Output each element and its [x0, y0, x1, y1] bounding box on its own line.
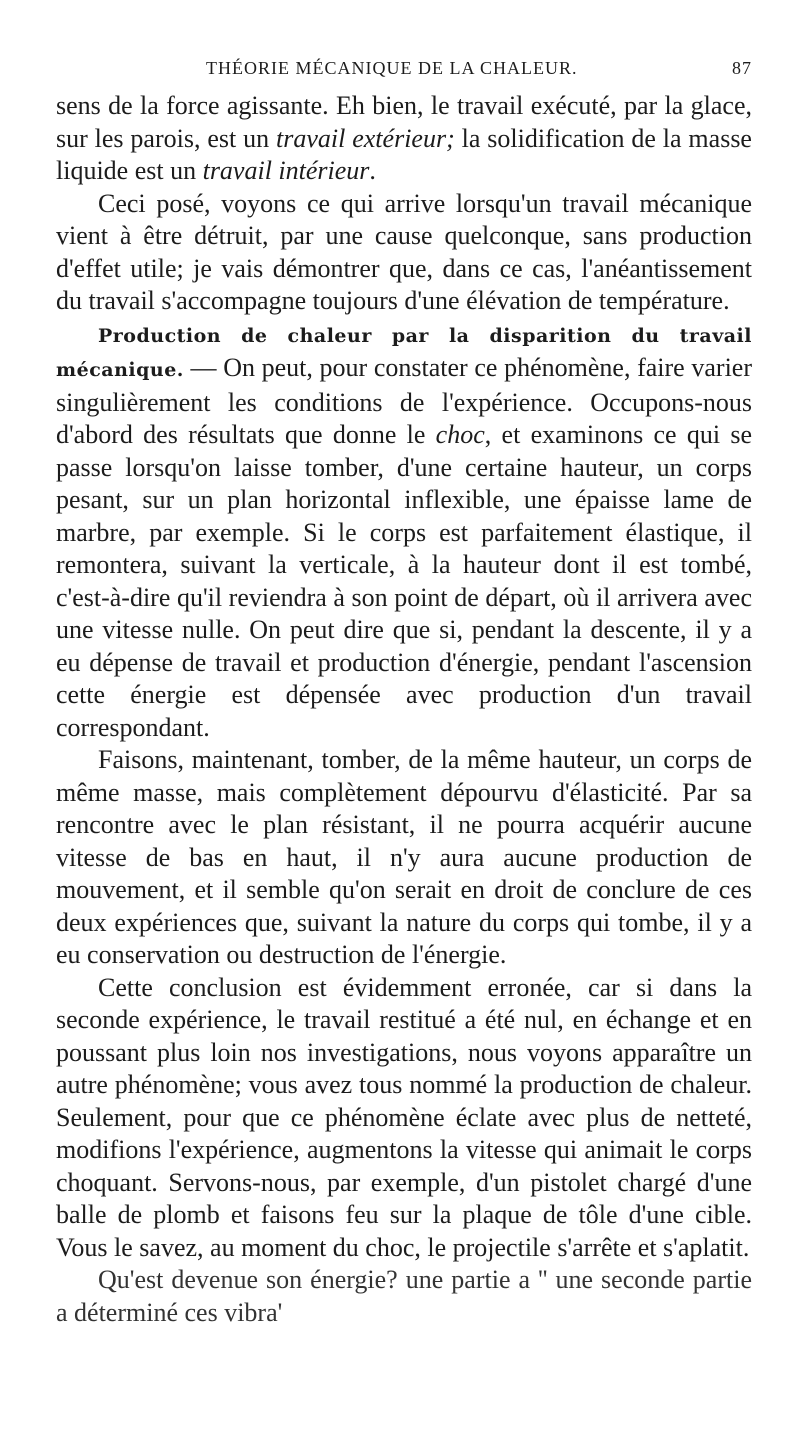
paragraph-4: Faisons, maintenant, tomber, de la même hauteur, un corps de même masse, mais complètement dépourvu d'élasticité. Par sa rencontre avec le plan résistant, il ne pourra acquérir aucune vitesse de bas en haut, il n'y aura aucune production de mouvement, et il semble qu'on serait en droit de conclure de ces deux expériences que, suivant la nature du corps qui tombe, il y a eu conservation ou destruction de l'énergie.: [56, 745, 752, 969]
section-title: Production de chaleur par la disparition du travail mécanique.: [56, 324, 752, 381]
paragraph-3: Production de chaleur par la disparition du travail mécanique. — On peut, pour constater ce phénomène, faire varier singulièrement les conditions de l'expérience. Occupons-nous d'abord des résultats que donne le choc, et examinons ce qui se passe lorsqu'on laisse tomber, d'une certaine hauteur, un corps pesant, sur un plan horizontal inflexible, une épaisse lame de marbre, par exemple. Si le corps est parfaitement élastique, il remontera, suivant la verticale, à la hauteur dont il est tombé, c'est-à-dire qu'il reviendra à son point de départ, où il arrivera avec une vitesse nulle. On peut dire que si, pendant la descente, il y a eu dépense de travail et production d'énergie, pendant l'ascension cette énergie est dépensée avec production d'un travail correspondant.: [56, 324, 753, 742]
paragraph-5: Cette conclusion est évidemment erronée, car si dans la seconde expérience, le travail restitué a été nul, en échange et en poussant plus loin nos investigations, nous voyons apparaître un autre phénomène; vous avez tous nommé la production de chaleur. Seulement, pour que ce phénomène éclate avec plus de netteté, modifions l'expérience, augmentons la vitesse qui animait le corps choquant. Servons-nous, par exemple, d'un pistolet chargé d'une balle de plomb et faisons feu sur la plaque de tôle d'une cible. Vous le savez, au moment du choc, le projectile s'arrête et s'aplatit.: [56, 972, 752, 1262]
page-body: [56, 90, 752, 1329]
emphasis-choc: choc: [435, 420, 485, 449]
paragraph-1: sens de la force agissante. Eh bien, le travail exécuté, par la glace, sur les parois, est un travail extérieur; la solidification de la masse liquide est un travail intérieur.: [56, 91, 752, 185]
running-header: [56, 58, 752, 84]
emphasis-travail-interieur: travail intérieur: [202, 156, 370, 185]
emphasis-travail-exterieur: travail extérieur;: [276, 123, 455, 153]
paragraph-2: Ceci posé, voyons ce qui arrive lorsqu'un travail mécanique vient à être détruit, par une cause quelconque, sans production d'effet utile; je vais démontrer que, dans ce cas, l'anéantissement du travail s'accompagne toujours d'une élévation de température.: [56, 188, 752, 315]
paragraph-6: Qu'est devenue son énergie? une partie a '' une seconde partie a déterminé ces vibra': [56, 1265, 752, 1327]
running-title: THÉORIE MÉCANIQUE DE LA CHALEUR.: [206, 58, 578, 78]
page-number: 87: [732, 58, 752, 78]
